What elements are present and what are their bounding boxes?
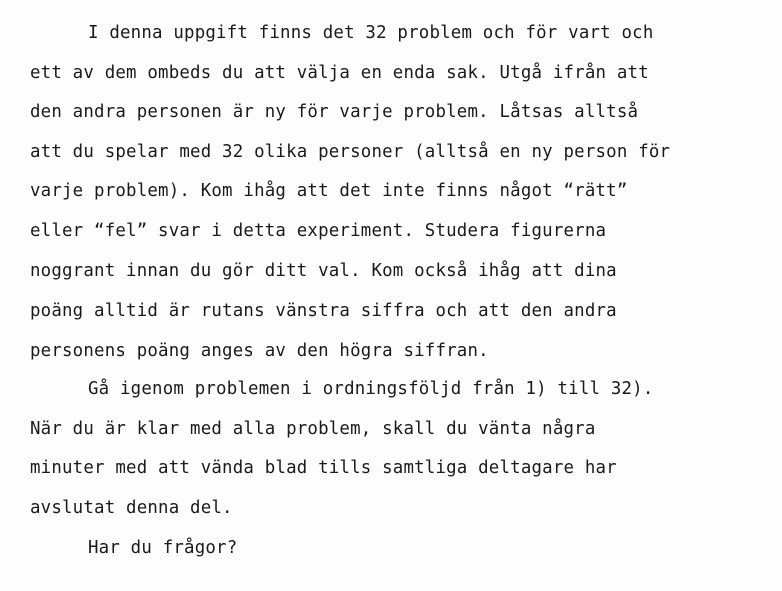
paragraph-1-line-8: poäng alltid är rutans vänstra siffra och att den andra xyxy=(30,301,617,321)
paragraph-1-line-7: noggrant innan du gör ditt val. Kom också ihåg att dina xyxy=(30,261,617,281)
paragraph-2-line-2: När du är klar med alla problem, skall du vänta några xyxy=(30,419,596,439)
paragraph-1-line-4: att du spelar med 32 olika personer (alltså en ny person för xyxy=(30,142,671,162)
paragraph-2-line-4: avslutat denna del. xyxy=(30,498,233,518)
paragraph-1-line-5: varje problem). Kom ihåg att det inte finns något “rätt” xyxy=(30,181,628,201)
paragraph-1-line-2: ett av dem ombeds du att välja en enda sak. Utgå ifrån att xyxy=(30,63,649,83)
paragraph-3-line-1: Har du frågor? xyxy=(88,538,238,558)
paragraph-1-line-9: personens poäng anges av den högra siffran. xyxy=(30,341,489,361)
paragraph-1-line-3: den andra personen är ny för varje problem. Låtsas alltså xyxy=(30,102,639,122)
paragraph-2-line-1: Gå igenom problemen i ordningsföljd från 1) till 32). xyxy=(88,379,654,399)
paragraph-2-line-3: minuter med att vända blad tills samtliga deltagare har xyxy=(30,458,617,478)
paragraph-1-line-1: I denna uppgift finns det 32 problem och för vart och xyxy=(88,23,654,43)
paragraph-1-line-6: eller “fel” svar i detta experiment. Studera figurerna xyxy=(30,221,607,241)
